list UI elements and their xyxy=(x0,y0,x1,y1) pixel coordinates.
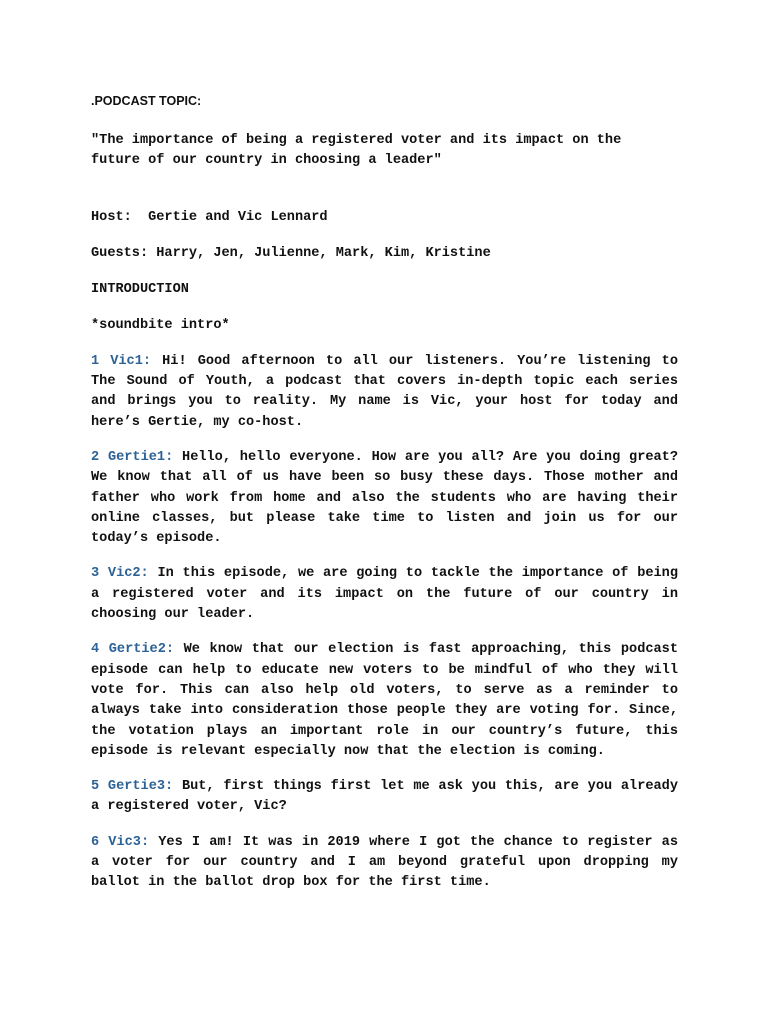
script-line xyxy=(91,448,678,549)
soundbite-cue: *soundbite intro* xyxy=(91,318,230,334)
section-heading: INTRODUCTION xyxy=(91,282,189,298)
line-text: Hello, hello everyone. How are you all? Are you doing great? We know that all of us have been so busy these days. Those mother and father who work from home and also the students who are having their online classes, but please take time to listen and join us for our today’s episode. xyxy=(91,449,678,547)
guests-line: Guests: Harry, Jen, Julienne, Mark, Kim, Kristine xyxy=(91,245,491,261)
script-line xyxy=(91,352,678,433)
script-line xyxy=(91,640,678,762)
line-text: Yes I am! It was in 2019 where I got the chance to register as a voter for our country and I am beyond grateful upon dropping my ballot in the ballot drop box for the first time. xyxy=(91,834,678,891)
line-text: We know that our election is fast approaching, this podcast episode can help to educate new voters to be mindful of who they will vote for. This can also help old voters, to serve as a reminder to always take into consideration those people they are voting for. Since, the votation plays an important role in our country’s future, this episode is relevant especially now that the election is coming. xyxy=(91,642,678,759)
script-lines xyxy=(91,352,678,894)
host-line: Host: Gertie and Vic Lennard xyxy=(91,209,328,225)
script-line xyxy=(91,833,678,894)
podcast-topic-label: .PODCAST TOPIC: xyxy=(91,94,202,108)
line-text: Hi! Good afternoon to all our listeners. You’re listening to The Sound of Youth, a podcast that covers in-depth topic each series and brings you to reality. My name is Vic, your host for today and here’s Gertie, my co-host. xyxy=(91,353,678,430)
script-line xyxy=(91,777,678,818)
speaker-label: 2 Gertie1: xyxy=(91,449,174,465)
speaker-label: 5 Gertie3: xyxy=(91,779,174,795)
line-text: In this episode, we are going to tackle the importance of being a registered voter and its impact on the future of our country in choosing our leader. xyxy=(91,566,678,623)
script-line xyxy=(91,564,678,625)
line-text: But, first things first let me ask you this, are you already a registered voter, Vic? xyxy=(91,779,678,815)
podcast-topic-quote: "The importance of being a registered voter and its impact on the future of our country in choosing a leader" xyxy=(91,133,622,169)
speaker-label: 6 Vic3: xyxy=(91,834,150,850)
speaker-label: 3 Vic2: xyxy=(91,566,149,582)
speaker-label: 1 Vic1: xyxy=(91,353,152,369)
speaker-label: 4 Gertie2: xyxy=(91,642,175,658)
